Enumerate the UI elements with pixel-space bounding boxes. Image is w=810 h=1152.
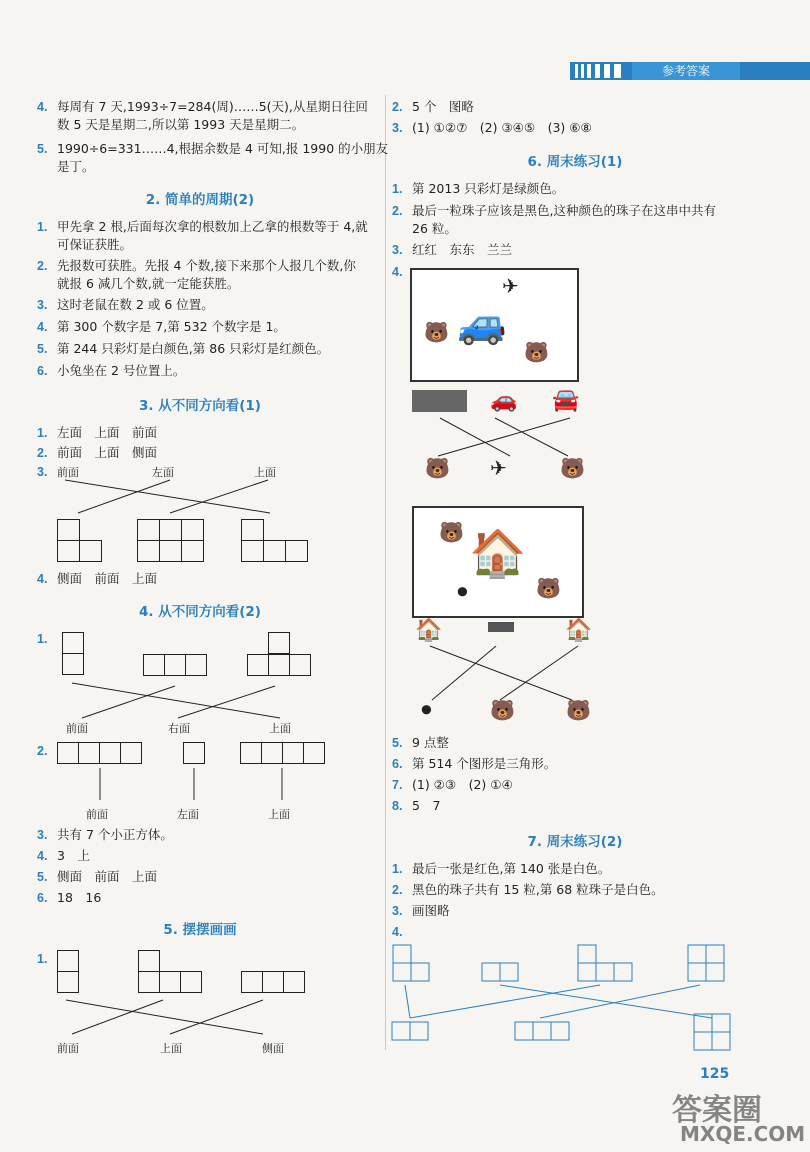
sec4-list-rest: 3. 共有 7 个小正方体。 4. 3 上 5. 侧面 前面 上面 6. 18 16 — [37, 827, 173, 905]
plane-icon: ✈ — [502, 274, 519, 298]
header-tag: 参考答案 — [632, 62, 740, 80]
left-item-4: 4. 每周有 7 天,1993÷7=284(周)……5(天),从星期日往回 数 5 天是星期二,所以第 1993 天是星期二。 — [37, 99, 368, 132]
sec4-item-2: 2. — [37, 744, 48, 758]
sec3-label-left: 左面 — [152, 466, 174, 479]
watermark-url: MXQE.COM — [680, 1122, 806, 1146]
section-title-5: 5. 摆摆画画 — [163, 922, 237, 938]
person-icon: ⚫ — [454, 580, 471, 604]
section-title-7: 7. 周末练习(2) — [527, 834, 623, 850]
sec5-item-1: 1. — [37, 952, 48, 966]
sec3-item-3: 3. — [37, 465, 48, 479]
sec5-label-top: 上面 — [160, 1042, 182, 1055]
bear-icon: 🐻 — [424, 320, 449, 344]
sec4-2-label-left: 左面 — [177, 808, 199, 821]
page-number: 125 — [700, 1066, 730, 1082]
sec3-label-front: 前面 — [57, 466, 79, 479]
sec4-2-label-front: 前面 — [86, 808, 108, 821]
section-title-6: 6. 周末练习(1) — [527, 154, 623, 170]
house-icon: 🏠 — [469, 526, 527, 580]
sec4-item-1: 1. — [37, 632, 48, 646]
bear-icon: 🐻 — [439, 520, 464, 544]
sec3-item-4: 4. 侧面 前面 上面 — [37, 571, 158, 586]
car-icon: 🚙 — [457, 301, 507, 347]
sec4-label-front: 前面 — [66, 722, 88, 735]
sec5-label-front: 前面 — [57, 1042, 79, 1055]
sec6-list-bottom: 5. 9 点整 6. 第 514 个图形是三角形。 7. (1) ②③ (2) ①④ 8. 5 7 — [392, 735, 557, 813]
left-item-5: 5. 1990÷6=331……4,根据余数是 4 可知,报 1990 的小朋友 是丁。 — [37, 141, 389, 174]
sec6-list-top: 1. 第 2013 只彩灯是绿颜色。 2. 最后一粒珠子应该是黑色,这种颜色的珠子在这串中共有 26 粒。 3. 红红 东东 兰兰 4. — [392, 181, 716, 279]
sec7-list: 1. 最后一张是红色,第 140 张是白色。 2. 黑色的珠子共有 15 粒,第 68 粒珠子是白色。 3. 画图略 4. — [392, 861, 664, 939]
section-title-4: 4. 从不同方向看(2) — [139, 604, 261, 620]
bear-icon: 🐻 — [524, 340, 549, 364]
sec4-label-top: 上面 — [269, 722, 291, 735]
sec4-label-right: 右面 — [168, 722, 190, 735]
section-title-3: 3. 从不同方向看(1) — [139, 398, 261, 414]
sec5-label-side: 侧面 — [262, 1042, 284, 1055]
section-2-list: 1. 甲先拿 2 根,后面每次拿的根数加上乙拿的根数等于 4,就 可保证获胜。 2. 先报数可获胜。先报 4 个数,接下来那个人报几个数,你 就报 6 减几个数,就一定能获胜。 3. 这时老鼠在数 2 或 6 位置。 4. 第 300 个数字是 7,第 532 个数字是 1。 5. 第 244 只彩灯是白颜色,第 86 只彩灯是红颜色。 6. 小兔坐在 2 号位置上。 — [37, 219, 368, 378]
sec4-2-label-top: 上面 — [268, 808, 290, 821]
sec3-label-top: 上面 — [254, 466, 276, 479]
right-top-list: 2. 5 个 图略 3. (1) ①②⑦ (2) ③④⑤ (3) ⑥⑧ — [392, 99, 592, 135]
bear-icon: 🐻 — [536, 576, 561, 600]
sec3-item-2: 2. 前面 上面 侧面 — [37, 445, 158, 460]
watermark-logo: 答案圈 — [672, 1093, 762, 1128]
section-title-2: 2. 简单的周期(2) — [145, 192, 255, 208]
sec3-item-1: 1. 左面 上面 前面 — [37, 425, 158, 440]
